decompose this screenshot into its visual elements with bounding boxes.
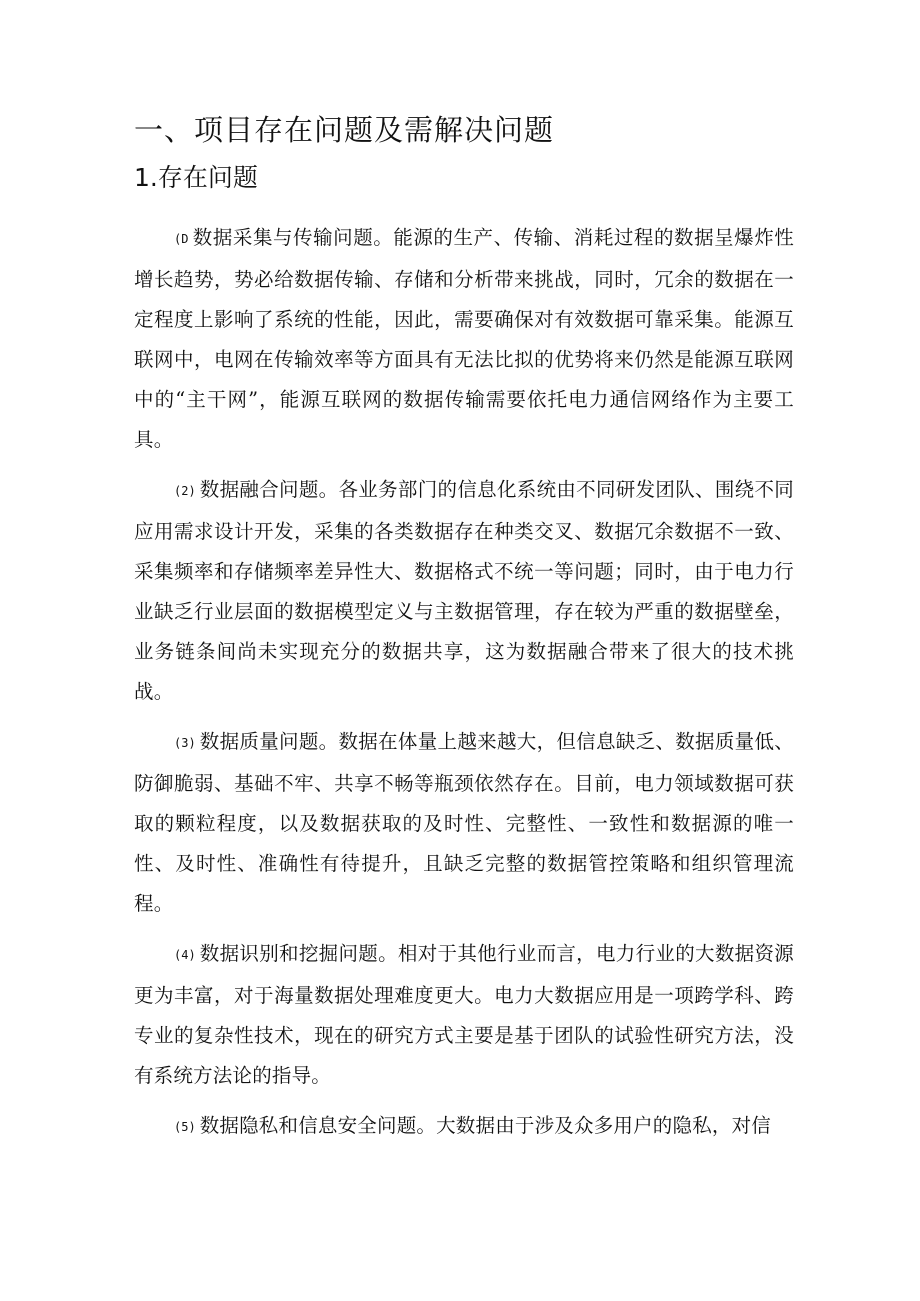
section-heading: 一、项目存在问题及需解决问题 [134, 113, 555, 147]
paragraph-1 [134, 218, 794, 460]
paragraph-text: 数据识别和挖掘问题。相对于其他行业而言，电力行业的大数据资源更为丰富，对于海量数据处理难度更大。电力大数据应用是一项跨学科、跨专业的复杂性技术，现在的研究方式主要是基于团队的试验性研究方法，没有系统方法论的指导。 [134, 942, 794, 1087]
paragraph-2 [134, 470, 794, 712]
paragraph-text: 数据质量问题。数据在体量上越来越大，但信息缺乏、数据质量低、防御脆弱、基础不牢、共享不畅等瓶颈依然存在。目前，电力领域数据可获取的颗粒程度，以及数据获取的及时性、完整性、一致性和数据源的唯一性、及时性、准确性有待提升，且缺乏完整的数据管控策略和组织管理流程。 [134, 730, 794, 915]
document-body [134, 218, 794, 1158]
paragraph-text: 数据融合问题。各业务部门的信息化系统由不同研发团队、围绕不同应用需求设计开发，采集的各类数据存在种类交叉、数据冗余数据不一致、采集频率和存储频率差异性大、数据格式不统一等问题；同时，由于电力行业缺乏行业层面的数据模型定义与主数据管理，存在较为严重的数据壁垒，业务链条间尚未实现充分的数据共享，这为数据融合带来了很大的技术挑战。 [134, 478, 794, 703]
paragraph-3 [134, 722, 794, 924]
paragraph-number: (3) [174, 736, 196, 750]
paragraph-text: 数据采集与传输问题。能源的生产、传输、消耗过程的数据呈爆炸性增长趋势，势必给数据传输、存储和分析带来挑战，同时，冗余的数据在一定程度上影响了系统的性能，因此，需要确保对有效数据可靠采集。能源互联网中，电网在传输效率等方面具有无法比拟的优势将来仍然是能源互联网中的“主干网”，能源互联网的数据传输需要依托电力通信网络作为主要工具。 [134, 226, 794, 451]
paragraph-number: (2) [174, 484, 196, 498]
paragraph-text: 数据隐私和信息安全问题。大数据由于涉及众多用户的隐私，对信 [199, 1114, 771, 1137]
paragraph-number: (5) [174, 1120, 196, 1134]
subsection-heading: 1.存在问题 [134, 163, 258, 192]
paragraph-number: (D [174, 232, 189, 246]
paragraph-4 [134, 934, 794, 1096]
paragraph-5 [134, 1106, 794, 1148]
paragraph-number: (4) [174, 948, 196, 962]
